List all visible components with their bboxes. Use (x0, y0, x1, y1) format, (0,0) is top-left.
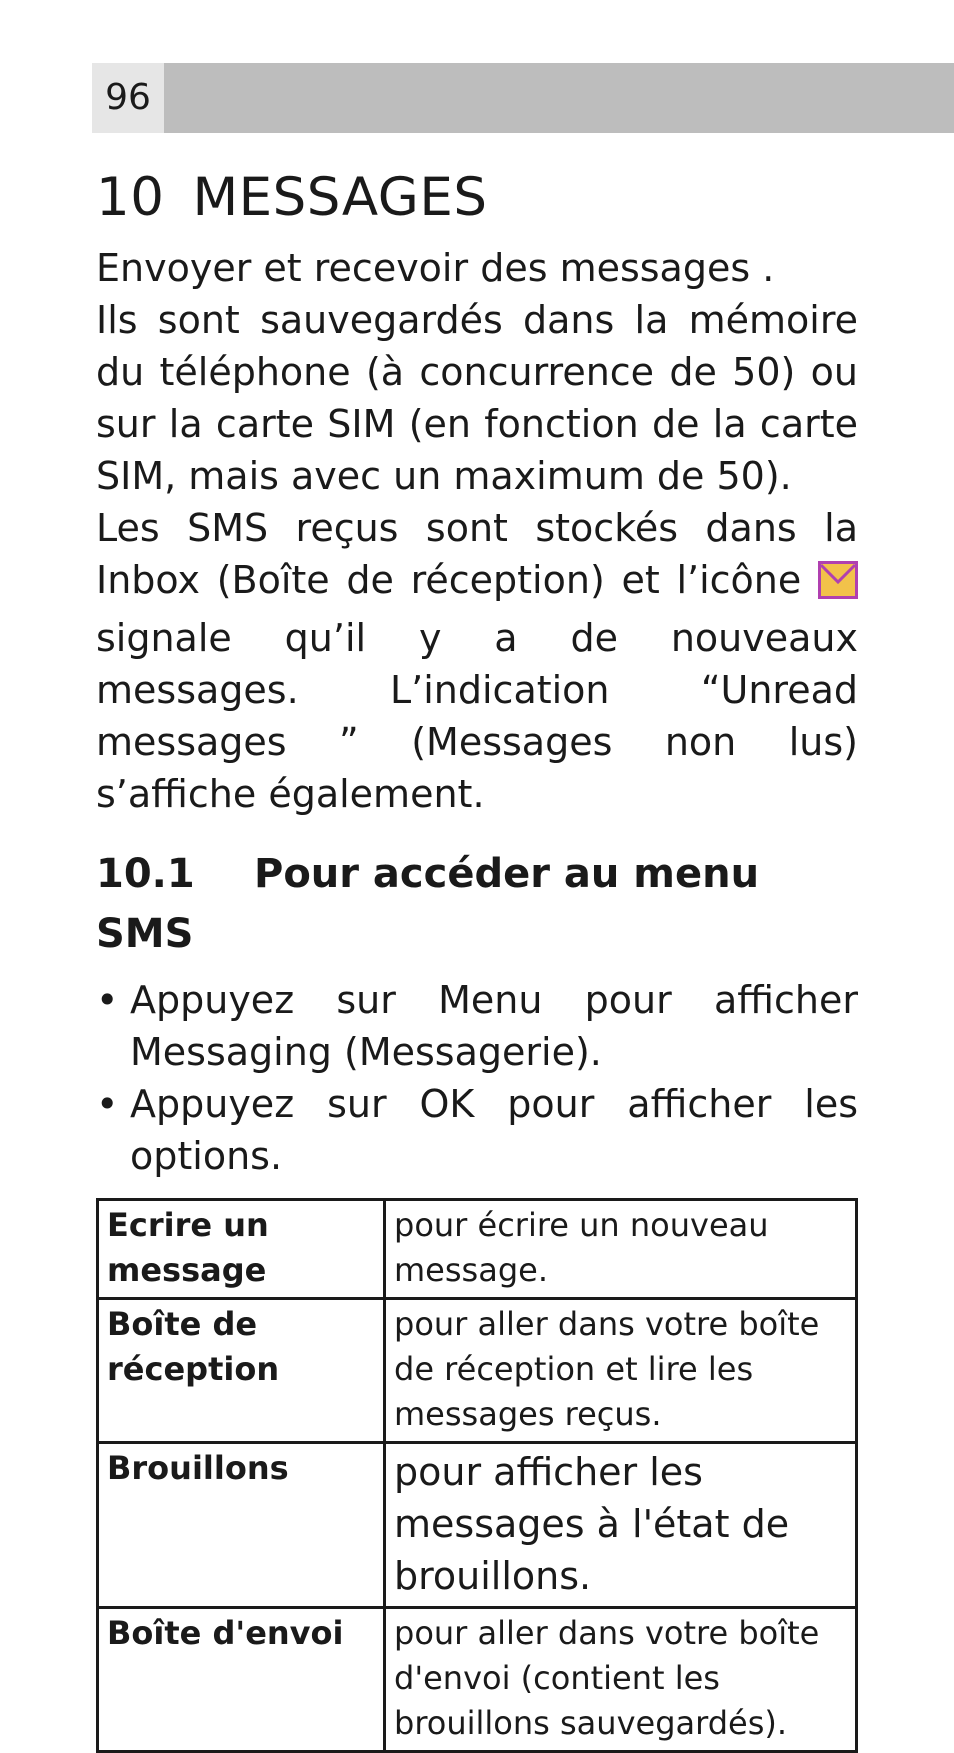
option-label: Boîte de réception (98, 1299, 385, 1443)
bullet-list (96, 974, 858, 1182)
chapter-title-text: MESSAGES (192, 167, 488, 228)
page-number: 96 (92, 63, 164, 133)
intro-line-3-text: Les SMS reçus sont stockés dans la Inbox (Boîte de réception) et l’icône (96, 506, 858, 602)
intro-line-1: Envoyer et recevoir des messages . (96, 246, 775, 290)
option-label: Ecrire un message (98, 1200, 385, 1299)
options-table (96, 1198, 858, 1753)
section-number: 10.1 (96, 851, 195, 897)
intro-line-4: signale qu’il y a de nouveaux messages. L’indication “Unread messages ” (Messages non lus) s’affiche également. (96, 616, 858, 816)
intro-line-3 (96, 502, 858, 612)
option-description: pour aller dans votre boîte d'envoi (contient les brouillons sauvegardés). (385, 1608, 857, 1752)
page-content (96, 160, 858, 1753)
chapter-title (96, 160, 858, 236)
intro-line-2: Ils sont sauvegardés dans la mémoire du téléphone (à concurrence de 50) ou sur la carte SIM (en fonction de la carte SIM, mais avec un maximum de 50). (96, 298, 858, 498)
option-description: pour écrire un nouveau message. (385, 1200, 857, 1299)
chapter-number: 10 (96, 167, 165, 228)
table-row (98, 1443, 857, 1608)
table-row (98, 1608, 857, 1752)
option-description: pour afficher les messages à l'état de brouillons. (385, 1443, 857, 1608)
header-bar (92, 63, 954, 133)
bullet-item: • Appuyez sur Menu pour afficher Messaging (Messagerie). (96, 974, 858, 1078)
section-title (96, 844, 858, 964)
option-description: pour aller dans votre boîte de réception et lire les messages reçus. (385, 1299, 857, 1443)
section-title-text: Pour accéder au menu SMS (96, 851, 760, 957)
option-label: Boîte d'envoi (98, 1608, 385, 1752)
table-row (98, 1299, 857, 1443)
envelope-icon (818, 560, 858, 612)
option-label: Brouillons (98, 1443, 385, 1608)
bullet-item: • Appuyez sur OK pour afficher les options. (96, 1078, 858, 1182)
table-row (98, 1200, 857, 1299)
intro-text (96, 242, 858, 820)
